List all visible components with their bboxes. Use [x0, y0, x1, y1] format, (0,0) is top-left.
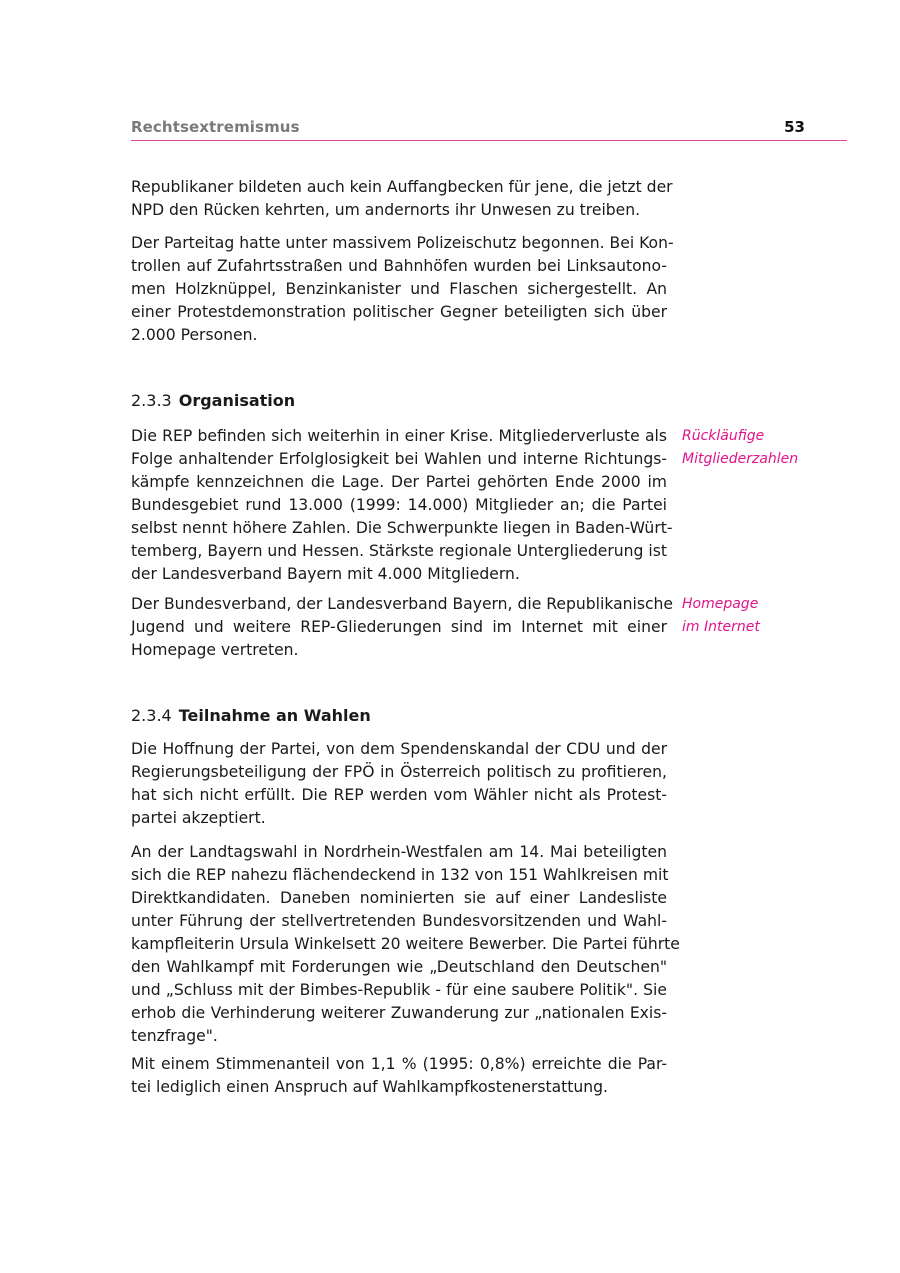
text-line: unter Führung der stellvertretenden Bundesvorsitzenden und Wahl-	[131, 912, 667, 930]
text-line: sich die REP nahezu flächendeckend in 132 von 151 Wahlkreisen mit	[131, 866, 669, 884]
text-line: Die Hoffnung der Partei, von dem Spendenskandal der CDU und der	[131, 740, 667, 758]
text-line: hat sich nicht erfüllt. Die REP werden vom Wähler nicht als Protest-	[131, 786, 667, 804]
wahlen-paragraph-2	[131, 841, 680, 1048]
text-line: An der Landtagswahl in Nordrhein-Westfalen am 14. Mai beteiligten	[131, 843, 667, 861]
section-heading-organisation	[131, 390, 295, 412]
text-line: trollen auf Zufahrtsstraßen und Bahnhöfen wurden bei Linksautono-	[131, 257, 667, 275]
organisation-paragraph-1	[131, 425, 673, 586]
text-line: men Holzknüppel, Benzinkanister und Flaschen sichergestellt. An	[131, 280, 667, 298]
running-header	[131, 118, 847, 141]
text-line: Republikaner bildeten auch kein Auffangbecken für jene, die jetzt der	[131, 178, 673, 196]
margin-note-line: Mitgliederzahlen	[682, 451, 799, 467]
intro-paragraph-2	[131, 232, 674, 347]
text-line: partei akzeptiert.	[131, 809, 266, 827]
text-line: Homepage vertreten.	[131, 641, 299, 659]
margin-note-line: Homepage	[682, 596, 759, 612]
text-line: Folge anhaltender Erfolglosigkeit bei Wahlen und interne Richtungs-	[131, 450, 667, 468]
text-line: tenzfrage".	[131, 1027, 218, 1045]
text-line: Die REP befinden sich weiterhin in einer Krise. Mitgliederverluste als	[131, 427, 667, 445]
text-line: Regierungsbeteiligung der FPÖ in Österreich politisch zu profitieren,	[131, 763, 667, 781]
text-line: Der Bundesverband, der Landesverband Bayern, die Republikanische	[131, 595, 674, 613]
text-line: Der Parteitag hatte unter massivem Polizeischutz begonnen. Bei Kon-	[131, 234, 674, 252]
text-line: Jugend und weitere REP-Gliederungen sind im Internet mit einer	[131, 618, 667, 636]
intro-paragraph-1	[131, 176, 673, 222]
section-number: 2.3.3	[131, 391, 172, 410]
margin-note-line: Rückläufige	[682, 428, 765, 444]
text-line: NPD den Rücken kehrten, um andernorts ihr Unwesen zu treiben.	[131, 201, 641, 219]
text-line: der Landesverband Bayern mit 4.000 Mitgliedern.	[131, 565, 520, 583]
text-line: selbst nennt höhere Zahlen. Die Schwerpunkte liegen in Baden-Würt-	[131, 519, 673, 537]
chapter-title: Rechtsextremismus	[131, 118, 300, 136]
text-line: den Wahlkampf mit Forderungen wie „Deutschland den Deutschen"	[131, 958, 667, 976]
text-line: erhob die Verhinderung weiterer Zuwanderung zur „nationalen Exis-	[131, 1004, 667, 1022]
section-number: 2.3.4	[131, 706, 172, 725]
section-title: Organisation	[178, 391, 296, 410]
margin-note-line: im Internet	[682, 619, 760, 635]
text-line: Mit einem Stimmenanteil von 1,1 % (1995: 0,8%) erreichte die Par-	[131, 1055, 667, 1073]
wahlen-paragraph-3	[131, 1053, 667, 1099]
text-line: und „Schluss mit der Bimbes-Republik - für eine saubere Politik". Sie	[131, 981, 667, 999]
organisation-paragraph-2	[131, 593, 674, 662]
text-line: kämpfe kennzeichnen die Lage. Der Partei gehörten Ende 2000 im	[131, 473, 667, 491]
page-number: 53	[784, 118, 805, 136]
text-line: tei lediglich einen Anspruch auf Wahlkampfkostenerstattung.	[131, 1078, 609, 1096]
text-line: temberg, Bayern und Hessen. Stärkste regionale Untergliederung ist	[131, 542, 667, 560]
margin-note-homepage	[682, 593, 852, 639]
text-line: kampfleiterin Ursula Winkelsett 20 weitere Bewerber. Die Partei führte	[131, 935, 680, 953]
margin-note-mitgliederzahlen	[682, 425, 852, 471]
text-line: Direktkandidaten. Daneben nominierten sie auf einer Landesliste	[131, 889, 667, 907]
section-heading-wahlen	[131, 705, 371, 727]
text-line: 2.000 Personen.	[131, 326, 258, 344]
section-title: Teilnahme an Wahlen	[178, 706, 371, 725]
text-line: einer Protestdemonstration politischer Gegner beteiligten sich über	[131, 303, 667, 321]
text-line: Bundesgebiet rund 13.000 (1999: 14.000) Mitglieder an; die Partei	[131, 496, 667, 514]
wahlen-paragraph-1	[131, 738, 667, 830]
